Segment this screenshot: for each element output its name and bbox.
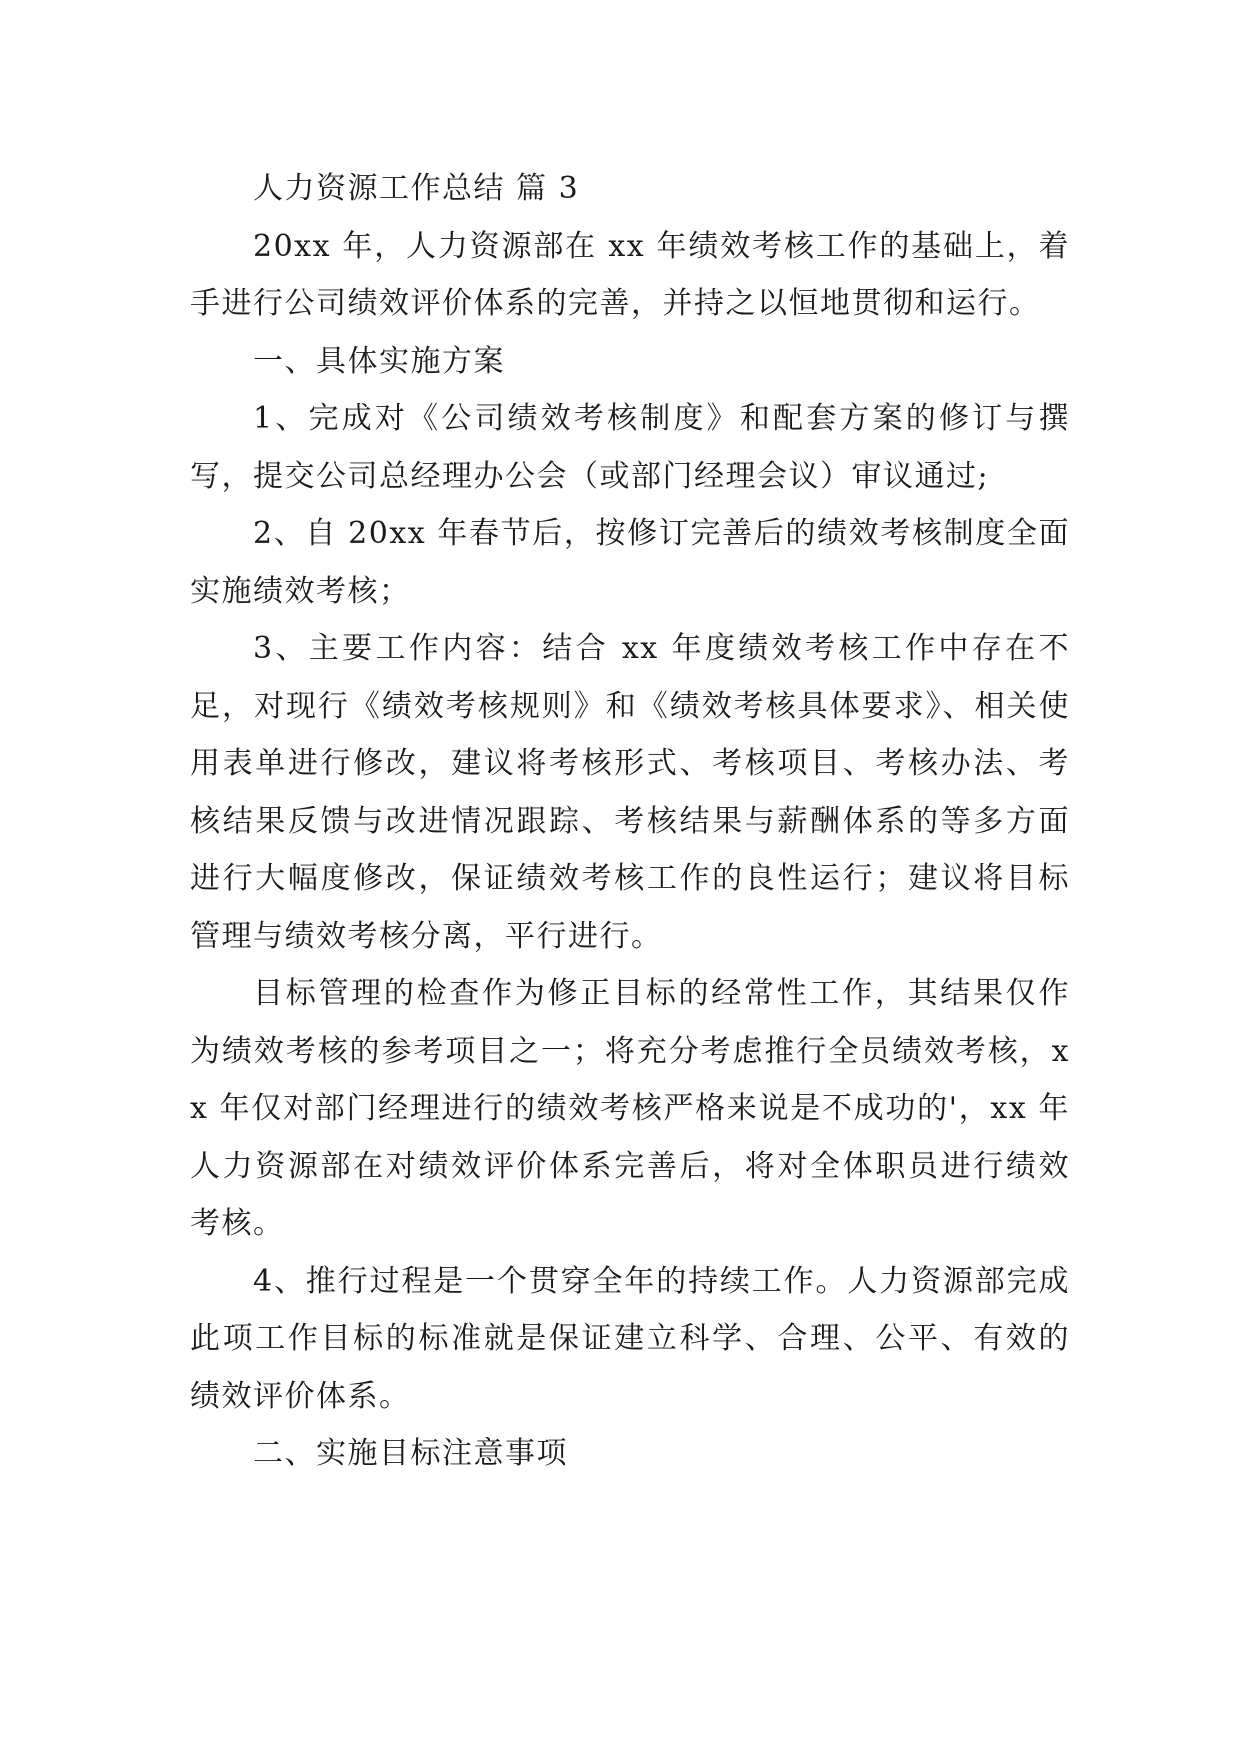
section-heading-1: 一、具体实施方案	[253, 343, 505, 379]
list-item-2: 2、自 20xx 年春节后，按修订完善后的绩效考核制度全面实施绩效考核；	[190, 516, 1070, 609]
section-heading-2: 二、实施目标注意事项	[253, 1436, 568, 1471]
document-title: 人力资源工作总结 篇 3	[253, 171, 580, 206]
list-item-4: 4、推行过程是一个贯穿全年的持续工作。人力资源部完成此项工作目标的标准就是保证建立科学、合理、公平、有效的绩效评价体系。	[190, 1263, 1070, 1414]
list-item-1: 1、完成对《公司绩效考核制度》和配套方案的修订与撰写，提交公司总经理办公会（或部门经理会议）审议通过;	[190, 401, 1070, 494]
body-paragraph: 目标管理的检查作为修正目标的经常性工作，其结果仅作为绩效考核的参考项目之一；将充分考虑推行全员绩效考核，xx 年仅对部门经理进行的绩效考核严格来说是不成功的'，xx 年人力资源部在对绩效评价体系完善后，将对全体职员进行绩效考核。	[190, 976, 1070, 1241]
list-item-3: 3、主要工作内容：结合 xx 年度绩效考核工作中存在不足，对现行《绩效考核规则》和《绩效考核具体要求》、相关使用表单进行修改，建议将考核形式、考核项目、考核办法、考核结果反馈与改进情况跟踪、考核结果与薪酬体系的等多方面进行大幅度修改，保证绩效考核工作的良性运行；建议将目标管理与绩效考核分离，平行进行。	[190, 631, 1070, 954]
document-body	[190, 160, 1070, 1483]
intro-paragraph: 20xx 年，人力资源部在 xx 年绩效考核工作的基础上，着手进行公司绩效评价体系的完善，并持之以恒地贯彻和运行。	[190, 228, 1070, 321]
